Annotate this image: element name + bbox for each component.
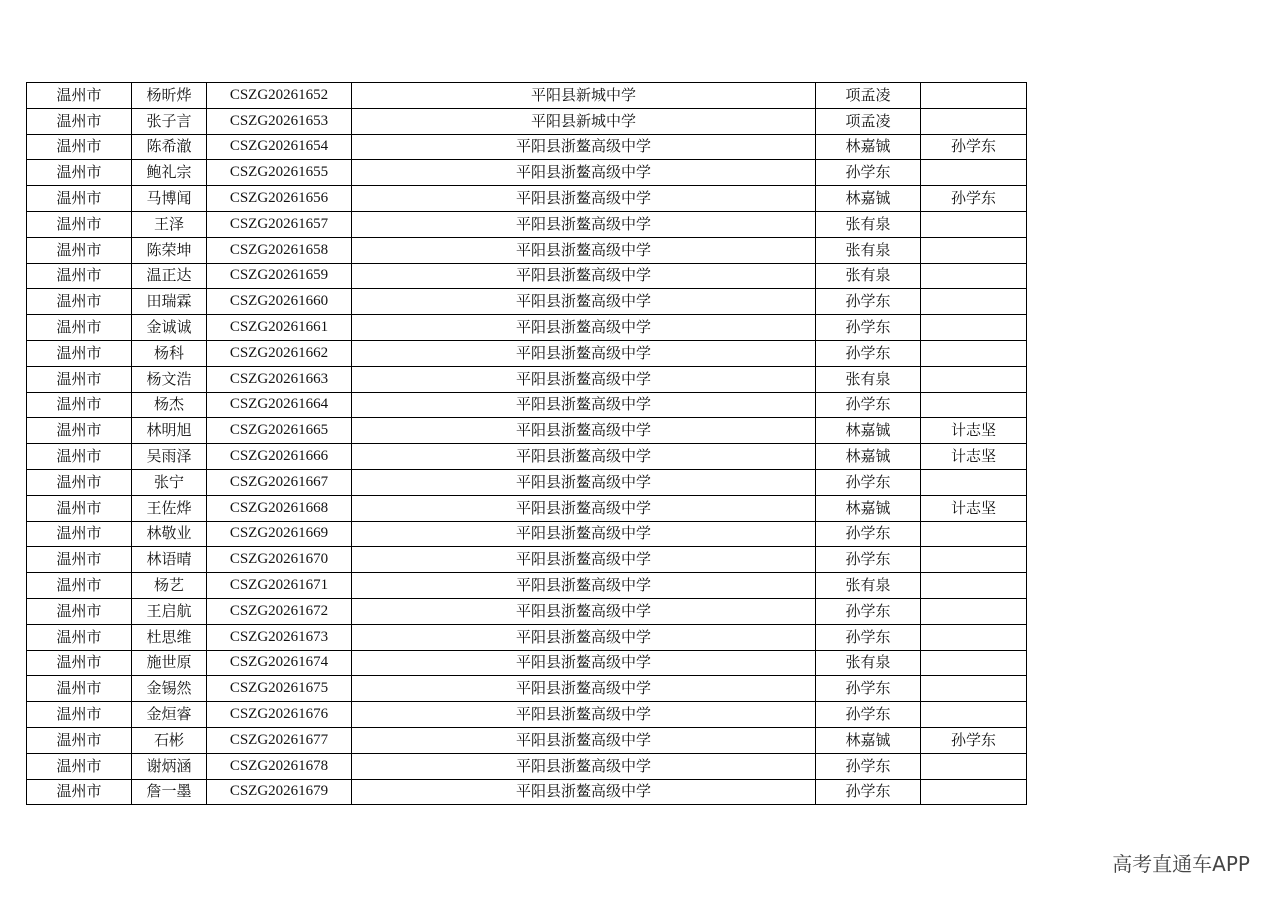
table-row bbox=[27, 186, 1027, 212]
school-cell: 平阳县浙鳌高级中学 bbox=[352, 315, 816, 341]
registration-id-cell: CSZG20261663 bbox=[207, 366, 352, 392]
second-teacher-cell bbox=[921, 340, 1027, 366]
student-name-cell: 杨杰 bbox=[132, 392, 207, 418]
registration-id-cell: CSZG20261667 bbox=[207, 469, 352, 495]
city-cell: 温州市 bbox=[27, 521, 132, 547]
second-teacher-cell: 计志坚 bbox=[921, 495, 1027, 521]
city-cell: 温州市 bbox=[27, 547, 132, 573]
registration-id-cell: CSZG20261655 bbox=[207, 160, 352, 186]
student-name-cell: 王泽 bbox=[132, 211, 207, 237]
second-teacher-cell bbox=[921, 779, 1027, 805]
teacher-cell: 林嘉铖 bbox=[816, 186, 921, 212]
second-teacher-cell bbox=[921, 237, 1027, 263]
city-cell: 温州市 bbox=[27, 676, 132, 702]
second-teacher-cell bbox=[921, 83, 1027, 109]
registration-id-cell: CSZG20261674 bbox=[207, 650, 352, 676]
school-cell: 平阳县浙鳌高级中学 bbox=[352, 469, 816, 495]
teacher-cell: 孙学东 bbox=[816, 160, 921, 186]
second-teacher-cell: 孙学东 bbox=[921, 134, 1027, 160]
school-cell: 平阳县浙鳌高级中学 bbox=[352, 186, 816, 212]
student-name-cell: 林语晴 bbox=[132, 547, 207, 573]
city-cell: 温州市 bbox=[27, 108, 132, 134]
student-name-cell: 马博闻 bbox=[132, 186, 207, 212]
second-teacher-cell bbox=[921, 289, 1027, 315]
city-cell: 温州市 bbox=[27, 702, 132, 728]
table-row bbox=[27, 83, 1027, 109]
teacher-cell: 孙学东 bbox=[816, 289, 921, 315]
watermark-text: 高考直通车APP bbox=[1112, 852, 1250, 876]
second-teacher-cell bbox=[921, 263, 1027, 289]
city-cell: 温州市 bbox=[27, 650, 132, 676]
table-row bbox=[27, 469, 1027, 495]
table-row bbox=[27, 211, 1027, 237]
student-name-cell: 施世原 bbox=[132, 650, 207, 676]
school-cell: 平阳县浙鳌高级中学 bbox=[352, 676, 816, 702]
city-cell: 温州市 bbox=[27, 160, 132, 186]
table-row bbox=[27, 263, 1027, 289]
student-name-cell: 陈荣坤 bbox=[132, 237, 207, 263]
second-teacher-cell bbox=[921, 211, 1027, 237]
registration-id-cell: CSZG20261653 bbox=[207, 108, 352, 134]
teacher-cell: 林嘉铖 bbox=[816, 134, 921, 160]
second-teacher-cell bbox=[921, 624, 1027, 650]
table-row bbox=[27, 108, 1027, 134]
teacher-cell: 孙学东 bbox=[816, 753, 921, 779]
table-row bbox=[27, 521, 1027, 547]
teacher-cell: 张有泉 bbox=[816, 211, 921, 237]
roster-table bbox=[26, 82, 1027, 805]
school-cell: 平阳县浙鳌高级中学 bbox=[352, 340, 816, 366]
school-cell: 平阳县浙鳌高级中学 bbox=[352, 547, 816, 573]
student-name-cell: 鲍礼宗 bbox=[132, 160, 207, 186]
teacher-cell: 孙学东 bbox=[816, 469, 921, 495]
registration-id-cell: CSZG20261677 bbox=[207, 727, 352, 753]
city-cell: 温州市 bbox=[27, 340, 132, 366]
student-name-cell: 张子言 bbox=[132, 108, 207, 134]
roster-body bbox=[27, 83, 1027, 805]
registration-id-cell: CSZG20261665 bbox=[207, 418, 352, 444]
school-cell: 平阳县浙鳌高级中学 bbox=[352, 418, 816, 444]
student-name-cell: 杨昕烨 bbox=[132, 83, 207, 109]
second-teacher-cell bbox=[921, 573, 1027, 599]
school-cell: 平阳县浙鳌高级中学 bbox=[352, 702, 816, 728]
city-cell: 温州市 bbox=[27, 366, 132, 392]
student-name-cell: 张宁 bbox=[132, 469, 207, 495]
second-teacher-cell bbox=[921, 366, 1027, 392]
city-cell: 温州市 bbox=[27, 444, 132, 470]
teacher-cell: 项孟凌 bbox=[816, 108, 921, 134]
table-row bbox=[27, 160, 1027, 186]
city-cell: 温州市 bbox=[27, 469, 132, 495]
teacher-cell: 孙学东 bbox=[816, 315, 921, 341]
registration-id-cell: CSZG20261659 bbox=[207, 263, 352, 289]
table-row bbox=[27, 495, 1027, 521]
teacher-cell: 孙学东 bbox=[816, 702, 921, 728]
second-teacher-cell bbox=[921, 676, 1027, 702]
city-cell: 温州市 bbox=[27, 495, 132, 521]
second-teacher-cell bbox=[921, 753, 1027, 779]
table-row bbox=[27, 650, 1027, 676]
student-name-cell: 杨科 bbox=[132, 340, 207, 366]
teacher-cell: 林嘉铖 bbox=[816, 495, 921, 521]
school-cell: 平阳县浙鳌高级中学 bbox=[352, 779, 816, 805]
teacher-cell: 孙学东 bbox=[816, 521, 921, 547]
school-cell: 平阳县浙鳌高级中学 bbox=[352, 366, 816, 392]
table-row bbox=[27, 598, 1027, 624]
teacher-cell: 张有泉 bbox=[816, 237, 921, 263]
table-row bbox=[27, 727, 1027, 753]
registration-id-cell: CSZG20261672 bbox=[207, 598, 352, 624]
city-cell: 温州市 bbox=[27, 211, 132, 237]
teacher-cell: 孙学东 bbox=[816, 340, 921, 366]
registration-id-cell: CSZG20261652 bbox=[207, 83, 352, 109]
student-name-cell: 谢炳涵 bbox=[132, 753, 207, 779]
teacher-cell: 孙学东 bbox=[816, 598, 921, 624]
table-row bbox=[27, 340, 1027, 366]
student-name-cell: 詹一墨 bbox=[132, 779, 207, 805]
table-row bbox=[27, 676, 1027, 702]
table-row bbox=[27, 753, 1027, 779]
registration-id-cell: CSZG20261669 bbox=[207, 521, 352, 547]
city-cell: 温州市 bbox=[27, 753, 132, 779]
city-cell: 温州市 bbox=[27, 624, 132, 650]
school-cell: 平阳县浙鳌高级中学 bbox=[352, 624, 816, 650]
second-teacher-cell bbox=[921, 392, 1027, 418]
school-cell: 平阳县浙鳌高级中学 bbox=[352, 598, 816, 624]
second-teacher-cell bbox=[921, 108, 1027, 134]
school-cell: 平阳县浙鳌高级中学 bbox=[352, 392, 816, 418]
school-cell: 平阳县浙鳌高级中学 bbox=[352, 727, 816, 753]
table-row bbox=[27, 779, 1027, 805]
registration-id-cell: CSZG20261660 bbox=[207, 289, 352, 315]
student-name-cell: 杜思维 bbox=[132, 624, 207, 650]
teacher-cell: 张有泉 bbox=[816, 650, 921, 676]
table-row bbox=[27, 392, 1027, 418]
table-row bbox=[27, 237, 1027, 263]
school-cell: 平阳县浙鳌高级中学 bbox=[352, 211, 816, 237]
city-cell: 温州市 bbox=[27, 418, 132, 444]
table-row bbox=[27, 134, 1027, 160]
registration-id-cell: CSZG20261668 bbox=[207, 495, 352, 521]
teacher-cell: 林嘉铖 bbox=[816, 418, 921, 444]
registration-id-cell: CSZG20261658 bbox=[207, 237, 352, 263]
student-name-cell: 陈希澈 bbox=[132, 134, 207, 160]
second-teacher-cell: 计志坚 bbox=[921, 418, 1027, 444]
school-cell: 平阳县浙鳌高级中学 bbox=[352, 753, 816, 779]
registration-id-cell: CSZG20261656 bbox=[207, 186, 352, 212]
registration-id-cell: CSZG20261664 bbox=[207, 392, 352, 418]
student-name-cell: 吴雨泽 bbox=[132, 444, 207, 470]
second-teacher-cell bbox=[921, 547, 1027, 573]
teacher-cell: 张有泉 bbox=[816, 263, 921, 289]
student-name-cell: 金诚诚 bbox=[132, 315, 207, 341]
table-row bbox=[27, 547, 1027, 573]
school-cell: 平阳县浙鳌高级中学 bbox=[352, 263, 816, 289]
school-cell: 平阳县浙鳌高级中学 bbox=[352, 573, 816, 599]
school-cell: 平阳县新城中学 bbox=[352, 83, 816, 109]
second-teacher-cell bbox=[921, 315, 1027, 341]
registration-id-cell: CSZG20261666 bbox=[207, 444, 352, 470]
student-name-cell: 王佐烨 bbox=[132, 495, 207, 521]
city-cell: 温州市 bbox=[27, 392, 132, 418]
student-name-cell: 田瑞霖 bbox=[132, 289, 207, 315]
school-cell: 平阳县浙鳌高级中学 bbox=[352, 444, 816, 470]
city-cell: 温州市 bbox=[27, 186, 132, 212]
city-cell: 温州市 bbox=[27, 573, 132, 599]
second-teacher-cell bbox=[921, 160, 1027, 186]
school-cell: 平阳县浙鳌高级中学 bbox=[352, 134, 816, 160]
registration-id-cell: CSZG20261678 bbox=[207, 753, 352, 779]
second-teacher-cell bbox=[921, 521, 1027, 547]
table-row bbox=[27, 366, 1027, 392]
school-cell: 平阳县浙鳌高级中学 bbox=[352, 521, 816, 547]
city-cell: 温州市 bbox=[27, 237, 132, 263]
teacher-cell: 孙学东 bbox=[816, 779, 921, 805]
city-cell: 温州市 bbox=[27, 289, 132, 315]
registration-id-cell: CSZG20261675 bbox=[207, 676, 352, 702]
registration-id-cell: CSZG20261676 bbox=[207, 702, 352, 728]
city-cell: 温州市 bbox=[27, 83, 132, 109]
school-cell: 平阳县浙鳌高级中学 bbox=[352, 289, 816, 315]
school-cell: 平阳县浙鳌高级中学 bbox=[352, 495, 816, 521]
registration-id-cell: CSZG20261661 bbox=[207, 315, 352, 341]
table-row bbox=[27, 444, 1027, 470]
second-teacher-cell: 孙学东 bbox=[921, 186, 1027, 212]
registration-id-cell: CSZG20261671 bbox=[207, 573, 352, 599]
second-teacher-cell bbox=[921, 650, 1027, 676]
teacher-cell: 林嘉铖 bbox=[816, 727, 921, 753]
city-cell: 温州市 bbox=[27, 727, 132, 753]
teacher-cell: 孙学东 bbox=[816, 676, 921, 702]
student-name-cell: 林敬业 bbox=[132, 521, 207, 547]
teacher-cell: 孙学东 bbox=[816, 392, 921, 418]
student-name-cell: 林明旭 bbox=[132, 418, 207, 444]
table-row bbox=[27, 315, 1027, 341]
table-row bbox=[27, 573, 1027, 599]
table-row bbox=[27, 702, 1027, 728]
city-cell: 温州市 bbox=[27, 779, 132, 805]
registration-id-cell: CSZG20261673 bbox=[207, 624, 352, 650]
registration-id-cell: CSZG20261662 bbox=[207, 340, 352, 366]
teacher-cell: 林嘉铖 bbox=[816, 444, 921, 470]
city-cell: 温州市 bbox=[27, 134, 132, 160]
teacher-cell: 孙学东 bbox=[816, 547, 921, 573]
registration-id-cell: CSZG20261657 bbox=[207, 211, 352, 237]
student-name-cell: 王启航 bbox=[132, 598, 207, 624]
student-name-cell: 金锡然 bbox=[132, 676, 207, 702]
school-cell: 平阳县浙鳌高级中学 bbox=[352, 237, 816, 263]
second-teacher-cell: 计志坚 bbox=[921, 444, 1027, 470]
registration-id-cell: CSZG20261670 bbox=[207, 547, 352, 573]
table-row bbox=[27, 289, 1027, 315]
student-name-cell: 杨艺 bbox=[132, 573, 207, 599]
school-cell: 平阳县浙鳌高级中学 bbox=[352, 650, 816, 676]
registration-id-cell: CSZG20261654 bbox=[207, 134, 352, 160]
teacher-cell: 项孟凌 bbox=[816, 83, 921, 109]
second-teacher-cell: 孙学东 bbox=[921, 727, 1027, 753]
registration-id-cell: CSZG20261679 bbox=[207, 779, 352, 805]
school-cell: 平阳县浙鳌高级中学 bbox=[352, 160, 816, 186]
teacher-cell: 孙学东 bbox=[816, 624, 921, 650]
city-cell: 温州市 bbox=[27, 315, 132, 341]
teacher-cell: 张有泉 bbox=[816, 366, 921, 392]
city-cell: 温州市 bbox=[27, 598, 132, 624]
second-teacher-cell bbox=[921, 469, 1027, 495]
student-name-cell: 石彬 bbox=[132, 727, 207, 753]
second-teacher-cell bbox=[921, 702, 1027, 728]
student-name-cell: 杨文浩 bbox=[132, 366, 207, 392]
student-name-cell: 温正达 bbox=[132, 263, 207, 289]
school-cell: 平阳县新城中学 bbox=[352, 108, 816, 134]
table-row bbox=[27, 418, 1027, 444]
teacher-cell: 张有泉 bbox=[816, 573, 921, 599]
student-name-cell: 金烜睿 bbox=[132, 702, 207, 728]
table-row bbox=[27, 624, 1027, 650]
second-teacher-cell bbox=[921, 598, 1027, 624]
city-cell: 温州市 bbox=[27, 263, 132, 289]
